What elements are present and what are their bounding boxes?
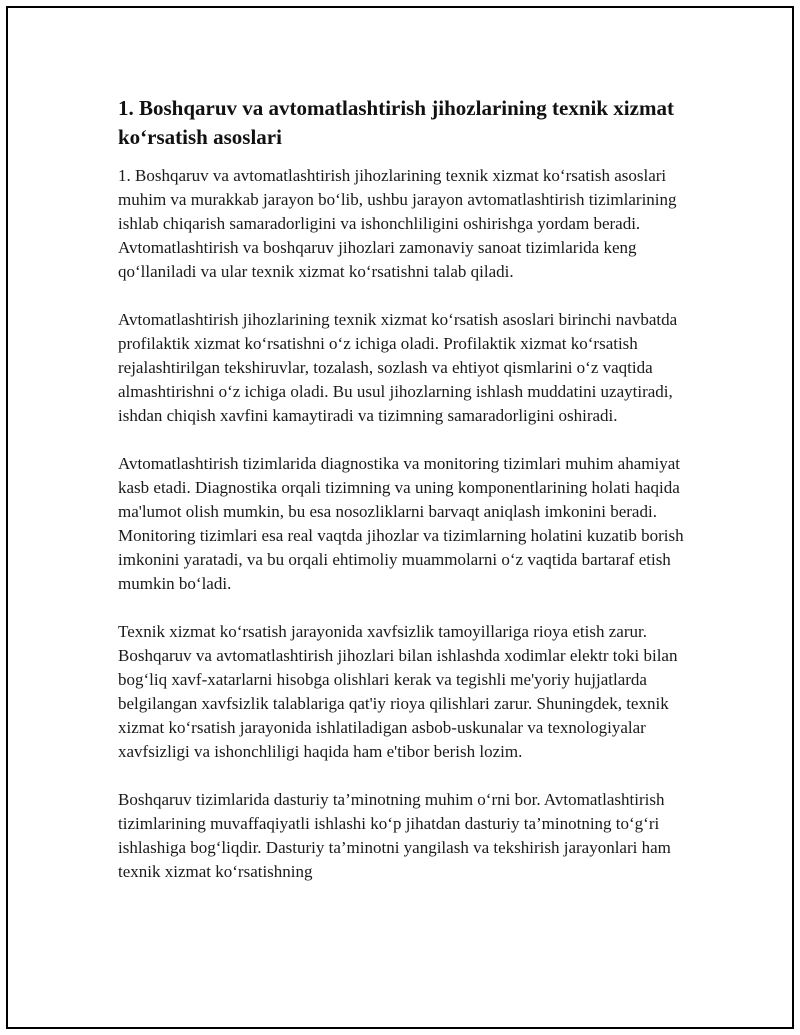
document-body	[118, 94, 684, 908]
paragraph-2: Avtomatlashtirish jihozlarining texnik xizmat ko‘rsatish asoslari birinchi navbatda profilaktik xizmat ko‘rsatishni o‘z ichiga oladi. Profilaktik xizmat ko‘rsatish rejalashtirilgan tekshiruvlar, tozalash, sozlash va ehtiyot qismlarini o‘z vaqtida almashtirishni o‘z ichiga oladi. Bu usul jihozlarning ishlash muddatini uzaytiradi, ishdan chiqish xavfini kamaytiradi va tizimning samaradorligini oshiradi.	[118, 310, 678, 425]
paragraph-1: 1. Boshqaruv va avtomatlashtirish jihozlarining texnik xizmat ko‘rsatish asoslari muhim va murakkab jarayon bo‘lib, ushbu jarayon avtomatlashtirish tizimlarining ishlab chiqarish samaradorligini va ishonchliligini oshirishga yordam beradi. Avtomatlashtirish va boshqaruv jihozlari zamonaviy sanoat tizimlarida keng qo‘llaniladi va ular texnik xizmat ko‘rsatishni talab qiladi.	[118, 166, 677, 281]
document-title: 1. Boshqaruv va avtomatlashtirish jihozlarining texnik xizmat ko‘rsatish asoslari	[118, 96, 674, 149]
paragraph-4: Texnik xizmat ko‘rsatish jarayonida xavfsizlik tamoyillariga rioya etish zarur. Boshqaruv va avtomatlashtirish jihozlari bilan ishlashda xodimlar elektr toki bilan bog‘liq xavf-xatarlarni hisobga olishlari kerak va tegishli me'yoriy hujjatlarda belgilangan xavfsizlik talablariga qat'iy rioya qilishlari zarur. Shuningdek, texnik xizmat ko‘rsatish jarayonida ishlatiladigan asbob-uskunalar va texnologiyalar xavfsizligi va ishonchliligi haqida ham e'tibor berish lozim.	[118, 622, 678, 761]
paragraph-3: Avtomatlashtirish tizimlarida diagnostika va monitoring tizimlari muhim ahamiyat kasb etadi. Diagnostika orqali tizimning va uning komponentlarining holati haqida ma'lumot olish mumkin, bu esa nosozliklarni barvaqt aniqlash imkonini beradi. Monitoring tizimlari esa real vaqtda jihozlar va tizimlarning holatini kuzatib borish imkonini yaratadi, va bu orqali ehtimoliy muammolarni o‘z vaqtida bartaraf etish mumkin bo‘ladi.	[118, 454, 684, 593]
paragraph-5: Boshqaruv tizimlarida dasturiy ta’minotning muhim o‘rni bor. Avtomatlashtirish tizimlarining muvaffaqiyatli ishlashi ko‘p jihatdan dasturiy ta’minotning to‘g‘ri ishlashiga bog‘liqdir. Dasturiy ta’minotni yangilash va tekshirish jarayonlari ham texnik xizmat ko‘rsatishning	[118, 790, 671, 881]
